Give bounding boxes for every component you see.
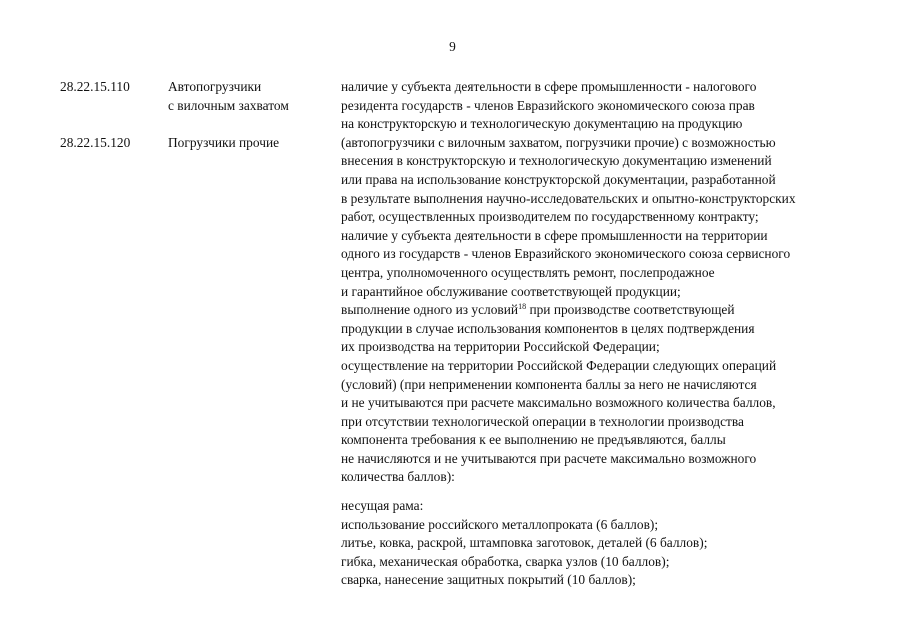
requirement-line: продукции в случае использования компонентов в целях подтверждения (341, 320, 755, 336)
requirement-line: наличие у субъекта деятельности в сфере промышленности на территории (341, 227, 768, 243)
product-name (168, 78, 289, 115)
frame-operation-line: сварка, нанесение защитных покрытий (10 баллов); (341, 572, 636, 588)
requirement-line: и не учитываются при расчете максимально возможного количества баллов, (341, 395, 776, 411)
requirements-text (341, 78, 796, 590)
okpd-code: 28.22.15.120 (60, 135, 131, 150)
requirement-line: на конструкторскую и технологическую документацию на продукцию (341, 116, 743, 132)
requirement-line: работ, осуществленных производителем по государственному контракту; (341, 209, 759, 225)
okpd-code: 28.22.15.110 (60, 79, 130, 94)
requirement-line: в результате выполнения научно-исследовательских и опытно-конструкторских (341, 190, 796, 206)
requirement-line: при отсутствии технологической операции в технологии производства (341, 413, 744, 429)
requirement-line: (автопогрузчики с вилочным захватом, погрузчики прочие) с возможностью (341, 134, 776, 150)
frame-operation-line: литье, ковка, раскрой, штамповка заготовок, деталей (6 баллов); (341, 535, 708, 551)
requirement-line: наличие у субъекта деятельности в сфере промышленности - налогового (341, 79, 757, 94)
requirement-line: не начисляются и не учитываются при расчете максимально возможного (341, 450, 757, 466)
product-name-line: с вилочным захватом (168, 97, 289, 113)
requirement-line: компонента требования к ее выполнению не предъявляются, баллы (341, 432, 726, 448)
requirement-line: и гарантийное обслуживание соответствующей продукции; (341, 283, 681, 299)
requirement-line: внесения в конструкторскую и технологическую документацию изменений (341, 153, 772, 169)
condition-text-before: выполнение одного из условий (341, 302, 519, 318)
paragraph-gap (341, 487, 796, 497)
product-name-line: Автопогрузчики (168, 79, 262, 94)
requirement-line: количества баллов): (341, 469, 455, 485)
requirement-line: (условий) (при неприменении компонента баллы за него не начисляются (341, 376, 757, 392)
requirement-line: осуществление на территории Российской Федерации следующих операций (341, 357, 777, 373)
page-number: 9 (449, 39, 456, 54)
requirement-line: их производства на территории Российской Федерации; (341, 339, 660, 355)
product-name-line: Погрузчики прочие (168, 135, 280, 150)
frame-operation-line: использование российского металлопроката (6 баллов); (341, 516, 659, 532)
requirement-line: резидента государств - членов Евразийского экономического союза прав (341, 97, 755, 113)
requirement-line: центра, уполномоченного осуществлять ремонт, послепродажное (341, 264, 715, 280)
product-name (168, 134, 279, 153)
frame-heading: несущая рама: (341, 498, 424, 514)
condition-text-after: при производстве соответствующей (526, 302, 735, 318)
requirement-line: или права на использование конструкторской документации, разработанной (341, 171, 776, 187)
frame-operation-line: гибка, механическая обработка, сварка узлов (10 баллов); (341, 553, 670, 569)
requirement-line: одного из государств - членов Евразийского экономического союза сервисного (341, 246, 791, 262)
footnote-marker: 18 (518, 302, 527, 312)
requirement-line-with-footnote (341, 301, 796, 320)
